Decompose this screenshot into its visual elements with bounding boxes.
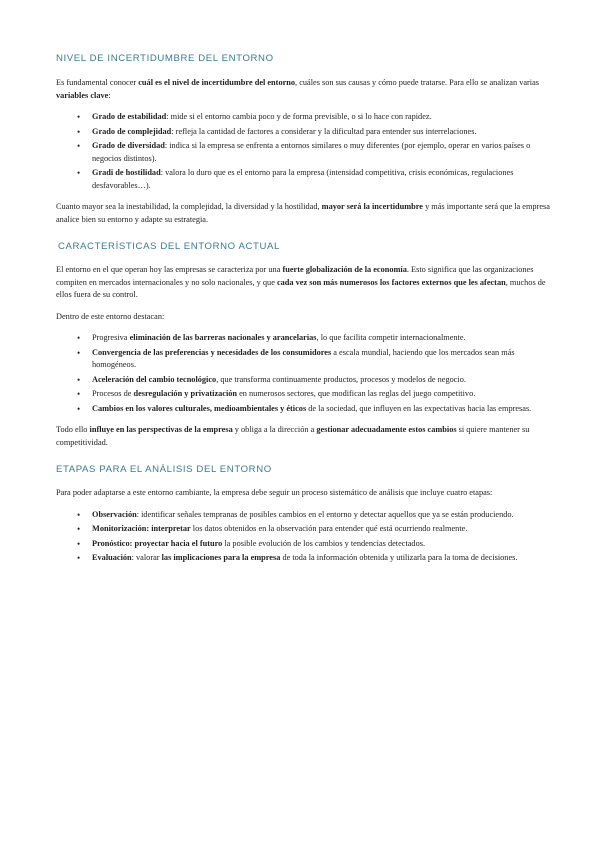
bold-text: influye en las perspectivas de la empresa bbox=[89, 425, 233, 434]
text: : valorar bbox=[131, 553, 162, 562]
text: : mide si el entorno cambia poco y de forma previsible, o si lo hace con rapidez. bbox=[166, 112, 432, 121]
bold-text: Pronóstico: proyectar hacia el futuro bbox=[92, 538, 223, 548]
bullet-icon: • bbox=[77, 141, 81, 151]
bold-text: Monitorización: interpretar bbox=[92, 524, 191, 533]
text: Todo ello bbox=[56, 425, 90, 434]
list-item bbox=[56, 374, 550, 387]
bold-text: Convergencia de las preferencias y necesidades de los consumidores bbox=[92, 347, 332, 357]
heading-etapas-analisis: ETAPAS PARA EL ANÁLISIS DEL ENTORNO bbox=[56, 464, 272, 475]
bold-text: las implicaciones para la empresa bbox=[161, 553, 281, 562]
text: El entorno en el que operan hoy las empresas se caracteriza por una bbox=[56, 265, 283, 274]
text: y obliga a la dirección a bbox=[232, 425, 317, 434]
list-item bbox=[56, 167, 550, 192]
bold-text: gestionar adecuadamente estos cambios bbox=[316, 425, 457, 434]
text: Es fundamental conocer bbox=[56, 78, 139, 87]
list-item bbox=[56, 509, 550, 522]
list-item bbox=[56, 403, 550, 416]
paragraph-closing-incertidumbre bbox=[56, 201, 550, 226]
bullet-icon: • bbox=[77, 553, 81, 563]
bold-text: Gradi de hostilidad bbox=[92, 168, 161, 177]
text: . Esto significa que las organizaciones compiten en mercados internacionales y no solo nacionales, y que bbox=[56, 265, 534, 287]
text: : refleja la cantidad de factores a considerar y la dificultad para entender sus interrelaciones. bbox=[171, 126, 477, 136]
text: , lo que facilita competir internacionalmente. bbox=[316, 333, 466, 342]
bold-text: variables clave bbox=[56, 90, 109, 100]
paragraph-closing-caracteristicas bbox=[56, 424, 550, 449]
text: en numerosos sectores, que modifican las reglas del juego competitivo. bbox=[237, 389, 476, 398]
list-item bbox=[56, 523, 550, 536]
list-item bbox=[56, 140, 550, 165]
text: los datos obtenidos en la observación para entender qué está ocurriendo realmente. bbox=[190, 524, 468, 533]
bold-text: Aceleración del cambio tecnológico bbox=[92, 374, 217, 384]
bullet-icon: • bbox=[77, 333, 81, 343]
text: y más importante será que la empresa analice bien su entorno y adapte su estrategia. bbox=[56, 202, 550, 224]
bold-text: mayor será la incertidumbre bbox=[321, 202, 423, 211]
text: de la sociedad, que influyen en las expectativas hacia las empresas. bbox=[306, 403, 532, 413]
list-etapas bbox=[56, 509, 550, 565]
bullet-icon: • bbox=[77, 509, 81, 520]
bold-text: Grado de diversidad bbox=[92, 141, 165, 150]
list-variables-clave bbox=[56, 111, 550, 192]
bullet-icon: • bbox=[77, 347, 81, 358]
bullet-icon: • bbox=[77, 112, 81, 122]
bold-text: fuerte globalización de la economía bbox=[282, 265, 407, 274]
list-item bbox=[56, 538, 550, 551]
text: : bbox=[108, 90, 111, 100]
text: Progresiva bbox=[92, 333, 130, 342]
text: : valora lo duro que es el entorno para la empresa (intensidad competitiva, crisis económicas, regulaciones desfavorables…). bbox=[92, 168, 514, 190]
paragraph-intro-etapas: Para poder adaptarse a este entorno cambiante, la empresa debe seguir un proceso sistemático de análisis que incluye cuatro etapas: bbox=[56, 488, 493, 497]
list-item bbox=[56, 332, 550, 345]
bold-text: Grado de estabilidad bbox=[92, 112, 167, 121]
bold-text: eliminación de las barreras nacionales y arancelarias bbox=[129, 333, 317, 342]
bullet-icon: • bbox=[77, 524, 81, 534]
bold-text: cuál es el nivel de incertidumbre del entorno bbox=[138, 78, 296, 87]
bold-text: Evaluación bbox=[92, 553, 132, 562]
list-item bbox=[56, 111, 550, 124]
text: si quiere mantener su competitividad. bbox=[56, 425, 530, 447]
heading-caracteristicas-entorno: CARACTERÍSTICAS DEL ENTORNO ACTUAL bbox=[58, 241, 280, 252]
bullet-icon: • bbox=[77, 403, 81, 414]
list-item bbox=[56, 126, 550, 139]
bullet-icon: • bbox=[77, 538, 81, 549]
bold-text: Grado de complejidad bbox=[92, 126, 172, 136]
text: Procesos de bbox=[92, 389, 134, 398]
bold-text: desregulación y privatización bbox=[133, 389, 238, 398]
bullet-icon: • bbox=[77, 389, 81, 399]
text: : identificar señales tempranas de posibles cambios en el entorno y detectar aquellos que ya se están produciendo. bbox=[136, 509, 514, 519]
bold-text: Cambios en los valores culturales, medioambientales y éticos bbox=[92, 403, 307, 413]
paragraph-lead-destacan: Dentro de este entorno destacan: bbox=[56, 311, 165, 321]
text: Cuanto mayor sea la inestabilidad, la complejidad, la diversidad y la hostilidad, bbox=[56, 202, 322, 211]
text: , cuáles son sus causas y cómo puede tratarse. Para ello se analizan varias bbox=[295, 78, 540, 87]
text: , que transforma continuamente productos, procesos y modelos de negocio. bbox=[216, 374, 466, 384]
bullet-icon: • bbox=[77, 126, 81, 137]
text: a escala mundial, haciendo que los mercados sean más homogéneos. bbox=[92, 347, 515, 369]
list-item bbox=[56, 552, 550, 565]
bold-text: Observación bbox=[92, 509, 137, 519]
paragraph-intro-incertidumbre bbox=[56, 77, 550, 102]
text: de toda la información obtenida y utilizarla para la toma de decisiones. bbox=[280, 553, 518, 562]
list-item bbox=[56, 347, 550, 372]
bold-text: cada vez son más numerosos los factores externos que les afectan bbox=[276, 277, 506, 287]
list-caracteristicas bbox=[56, 332, 550, 415]
text: la posible evolución de los cambios y tendencias detectados. bbox=[222, 538, 426, 548]
text: : indica si la empresa se enfrenta a entornos similares o muy diferentes (por ejemplo, operar en varios países o negocios distintos). bbox=[92, 141, 531, 163]
paragraph-intro-caracteristicas bbox=[56, 264, 550, 302]
text: , muchos de ellos fuera de su control. bbox=[56, 277, 546, 299]
list-item bbox=[56, 388, 550, 401]
bullet-icon: • bbox=[77, 168, 81, 178]
heading-nivel-incertidumbre: NIVEL DE INCERTIDUMBRE DEL ENTORNO bbox=[56, 53, 274, 64]
document-body bbox=[56, 52, 550, 567]
bullet-icon: • bbox=[77, 374, 81, 385]
